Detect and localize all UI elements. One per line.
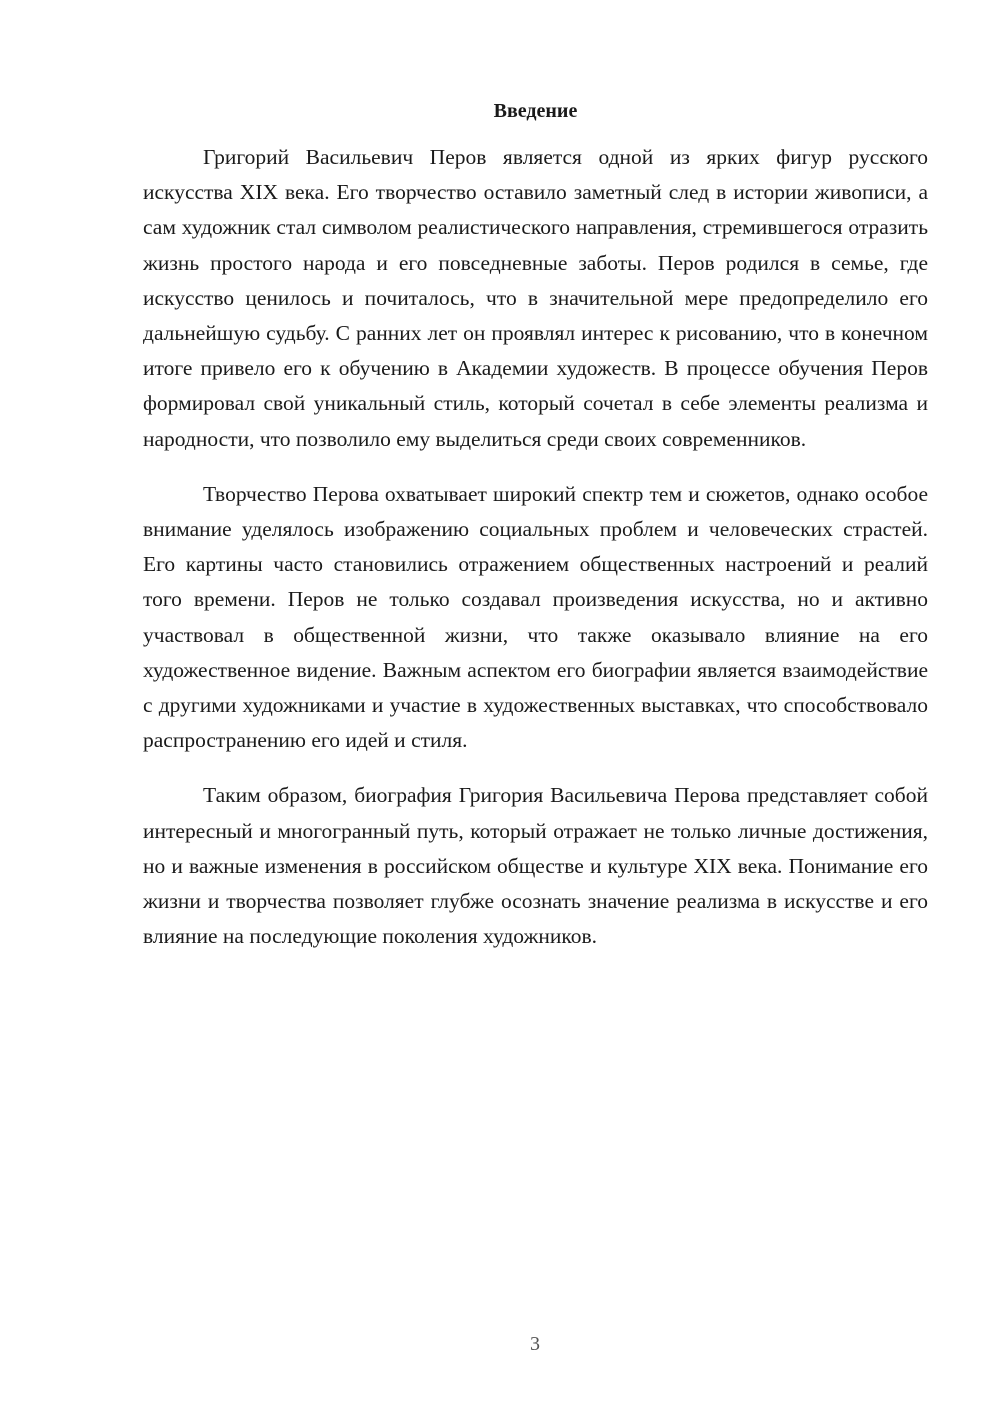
paragraph-themes: Творчество Перова охватывает широкий спектр тем и сюжетов, однако особое внимание уделялось изображению социальных проблем и человеческих страстей. Его картины часто становились отражением общественных настроений и реалий того времени. Перов не только создавал произведения искусства, но и активно участвовал в общественной жизни, что также оказывало влияние на его художественное видение. Важным аспектом его биографии является взаимодействие с другими художниками и участие в художественных выставках, что способствовало распространению его идей и стиля. (143, 481, 928, 753)
paragraph-conclusion: Таким образом, биография Григория Васильевича Перова представляет собой интересный и многогранный путь, который отражает не только личные достижения, но и важные изменения в российском обществе и культуре XIX века. Понимание его жизни и творчества позволяет глубже осознать значение реализма в искусстве и его влияние на последующие поколения художников. (143, 783, 928, 949)
page-number: 3 (530, 1333, 540, 1355)
document-page (143, 96, 928, 954)
section-title: Введение (493, 100, 578, 122)
paragraph-intro: Григорий Васильевич Перов является одной из ярких фигур русского искусства XIX века. Его творчество оставило заметный след в истории живописи, а сам художник стал символом реалистического направления, стремившегося отразить жизнь простого народа и его повседневные заботы. Перов родился в семье, где искусство ценилось и почиталось, что в значительной мере предопределило его дальнейшую судьбу. С ранних лет он проявлял интерес к рисованию, что в конечном итоге привело его к обучению в Академии художеств. В процессе обучения Перов формировал свой уникальный стиль, который сочетал в себе элементы реализма и народности, что позволило ему выделиться среди своих современников. (143, 145, 928, 451)
